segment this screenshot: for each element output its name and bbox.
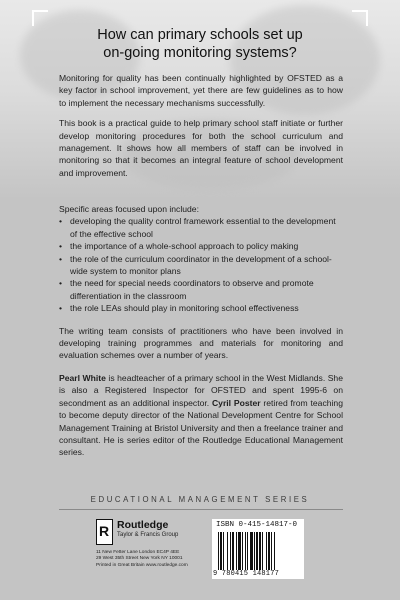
publisher-logo-letter: R bbox=[99, 523, 110, 539]
address-line-1: 11 New Fetter Lane London EC4P 4EE bbox=[96, 550, 180, 555]
list-item bbox=[59, 253, 343, 278]
headline-line-2: on-going monitoring systems? bbox=[103, 45, 297, 61]
intro-paragraph-1: Monitoring for quality has been continually highlighted by OFSTED as a key factor in school improvement, yet there are few guidelines as to how to implement the necessary mechanisms successfully. bbox=[59, 73, 343, 108]
divider bbox=[59, 509, 343, 510]
corner-mark-left bbox=[32, 10, 48, 26]
list-item-text: the need for special needs coordinators to observe and promote differentiation in the classroom bbox=[70, 278, 314, 301]
publisher-block bbox=[96, 519, 191, 569]
corner-mark-right bbox=[352, 10, 368, 26]
bullet-icon: • bbox=[59, 278, 63, 289]
list-item bbox=[59, 215, 343, 240]
bullet-icon: • bbox=[59, 216, 63, 227]
author-bio bbox=[59, 372, 343, 459]
intro-text bbox=[59, 72, 343, 187]
team-paragraph: The writing team consists of practitioners who have been involved in developing training programmes and materials for monitoring and evaluation schemes over a number of years. bbox=[59, 325, 343, 361]
list-item-text: the role LEAs should play in monitoring school effectiveness bbox=[70, 303, 299, 314]
list-item bbox=[59, 277, 343, 302]
list-item bbox=[59, 240, 343, 252]
barcode bbox=[218, 532, 298, 570]
address-line-3: Printed in Great Britain www.routledge.com bbox=[96, 562, 188, 568]
isbn-box bbox=[212, 519, 304, 579]
list-item-text: developing the quality control framework essential to the development of the effective school bbox=[70, 216, 336, 239]
headline-line-1: How can primary schools set up bbox=[97, 27, 303, 43]
address-line-2: 29 West 35th Street New York NY 10001 bbox=[96, 556, 183, 562]
author-name-2: Cyril Poster bbox=[211, 397, 261, 408]
focus-lead: Specific areas focused upon include: bbox=[59, 204, 199, 214]
focus-list bbox=[59, 215, 343, 314]
headline bbox=[0, 26, 400, 62]
list-item-text: the role of the curriculum coordinator in the development of a school-wide system to monitor plans bbox=[70, 253, 332, 277]
intro-paragraph-2: This book is a practical guide to help primary school staff initiate or further develop monitoring procedures for both the school curriculum and management. It shows how all members of staff can be involved in monitoring so that it becomes an integral feature of school development and improvement. bbox=[59, 118, 343, 178]
bullet-icon: • bbox=[59, 253, 63, 264]
list-item-text: the importance of a whole-school approach to policy making bbox=[70, 241, 299, 252]
bullet-icon: • bbox=[59, 241, 63, 252]
publisher-logo bbox=[96, 519, 113, 545]
body-text bbox=[59, 203, 343, 459]
author-name-1: Pearl White bbox=[59, 372, 106, 383]
list-item bbox=[59, 302, 343, 314]
publisher-name: Routledge bbox=[117, 519, 169, 531]
barcode-number: 9 780415 148177 bbox=[213, 570, 280, 578]
publisher-subtitle: Taylor & Francis Group bbox=[117, 532, 179, 538]
author-bio-text-1: is headteacher of a primary school in the West Midlands. She is also a Registered Inspector for OFSTED and spent 1995-6 on secondment as an additional inspector. bbox=[59, 372, 343, 408]
series-title: EDUCATIONAL MANAGEMENT SERIES bbox=[90, 495, 310, 504]
author-bio-text-2: retired from teaching to become deputy director of the National Development Centre for School Management Training at Bristol University and then a freelance trainer and consultant. He is series editor of the Routledge Educational Management series. bbox=[59, 397, 343, 458]
publisher-address bbox=[96, 550, 191, 569]
isbn-label: ISBN 0-415-14817-0 bbox=[216, 521, 298, 529]
bullet-icon: • bbox=[59, 303, 63, 314]
